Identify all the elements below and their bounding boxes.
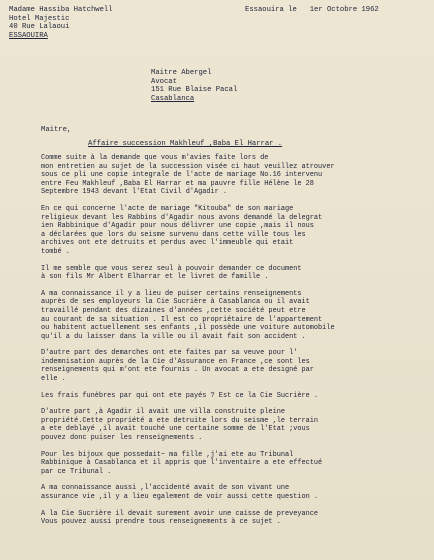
letter-body <box>41 154 426 533</box>
paragraph-7: D'autre part ,à Agadir il avait une villa construite pleine propriété.Cette propriété a ete detruite lors du seisme ,le terrain a ete deblayé ,il avait touché une certaine somme de l'Etat ;vous pouvez donc puiser les renseignements . <box>41 408 319 443</box>
sender-address <box>9 6 113 40</box>
paragraph-8: Pour les bijoux que possedait~ ma fille ,j'ai ete au Tribunal Rabbinique à Casablanca et il appris que l'inventaire a ete effectué par ce Tribunal . <box>41 450 323 476</box>
date-line: Essaouira le 1er Octobre 1962 <box>245 6 379 14</box>
paragraph-3: Il me semble que vous serez seul à pouvoir demander ce document à son fils Mr Albert Elharrar et le livret de famille . <box>41 264 302 282</box>
recipient-street: 151 Rue Blaise Pacal <box>151 86 238 95</box>
paragraph-10: A la Cie Sucrière il devait surement avoir une caisse de preveyance Vous pouvez aussi prendre tous renseignements à ce sujet . <box>41 509 319 527</box>
paragraph-2: En ce qui concerne l'acte de mariage "Kitouba" de son mariage religieux devant les Rabbins d'Agadir nous avons demandé la delegrat ien Rabbinique d'Agadir pour nous délivrer une copie ,mais il nous a déclarées que lors du seisme survenu dans cette ville tous les archives ont ete detruits et perdus avec l'immeuble qui etait tombé . <box>41 204 323 256</box>
paragraph-5: D'autre part des demarches ont ete faites par sa veuve pour l' indemnisation auprès de la Cie d'Assurance en France ,ce sont les renseignements qui m'ont ete fournis . Un avocat a ete designé par elle . <box>41 349 314 384</box>
paragraph-6: Les frais funèbres par qui ont ete payés ? Est ce la Cie Sucrière . <box>41 391 319 400</box>
recipient-name: Maitre Abergel <box>151 69 212 77</box>
recipient-title: Avocat <box>151 77 177 86</box>
sender-hotel: Hotel Majestic <box>9 14 70 23</box>
paragraph-4: A ma connaissance il y a lieu de puiser certains renseignements auprès de ses employeurs la Cie Sucrière à Casablanca ou il avait travaillé pendant des dizaines d'années ,cette société peut etre au courant de sa situation . Il est co propriétaire de l'appartement ou habitent actuellement ses enfants ,il possède une voiture automobile qu'il a du laisser dans la ville ou il avait fait son accident . <box>41 289 335 341</box>
sender-name: Madame Hassiba Hatchwell <box>9 6 113 14</box>
sender-city: ESSAOUIRA <box>9 31 48 40</box>
sender-street: 40 Rue Lalaoui <box>9 23 70 32</box>
paragraph-1: Comme suite à la demande que vous m'avies faite lors de mon entretien au sujet de la succession visée ci haut veuillez atrouver sous ce pli une copie integrale de l'acte de mariage No.16 intervenu entre Feu Makhleuf ,Baba El Harrar et ma pauvre fille Hélène le 28 Septembre 1943 devant l'Etat Civil d'Agadir . <box>41 154 335 197</box>
paragraph-9: A ma connaissance aussi ,l'accidenté avait de son vivant une assurance vie ,il y a lieu egalement de voir aussi cette question . <box>41 484 319 501</box>
recipient-address <box>151 69 237 104</box>
subject-line: Affaire succession Makhleuf ,Baba El Harrar . <box>88 140 283 148</box>
recipient-city: Casablanca <box>151 95 195 104</box>
salutation: Maitre, <box>41 126 72 134</box>
